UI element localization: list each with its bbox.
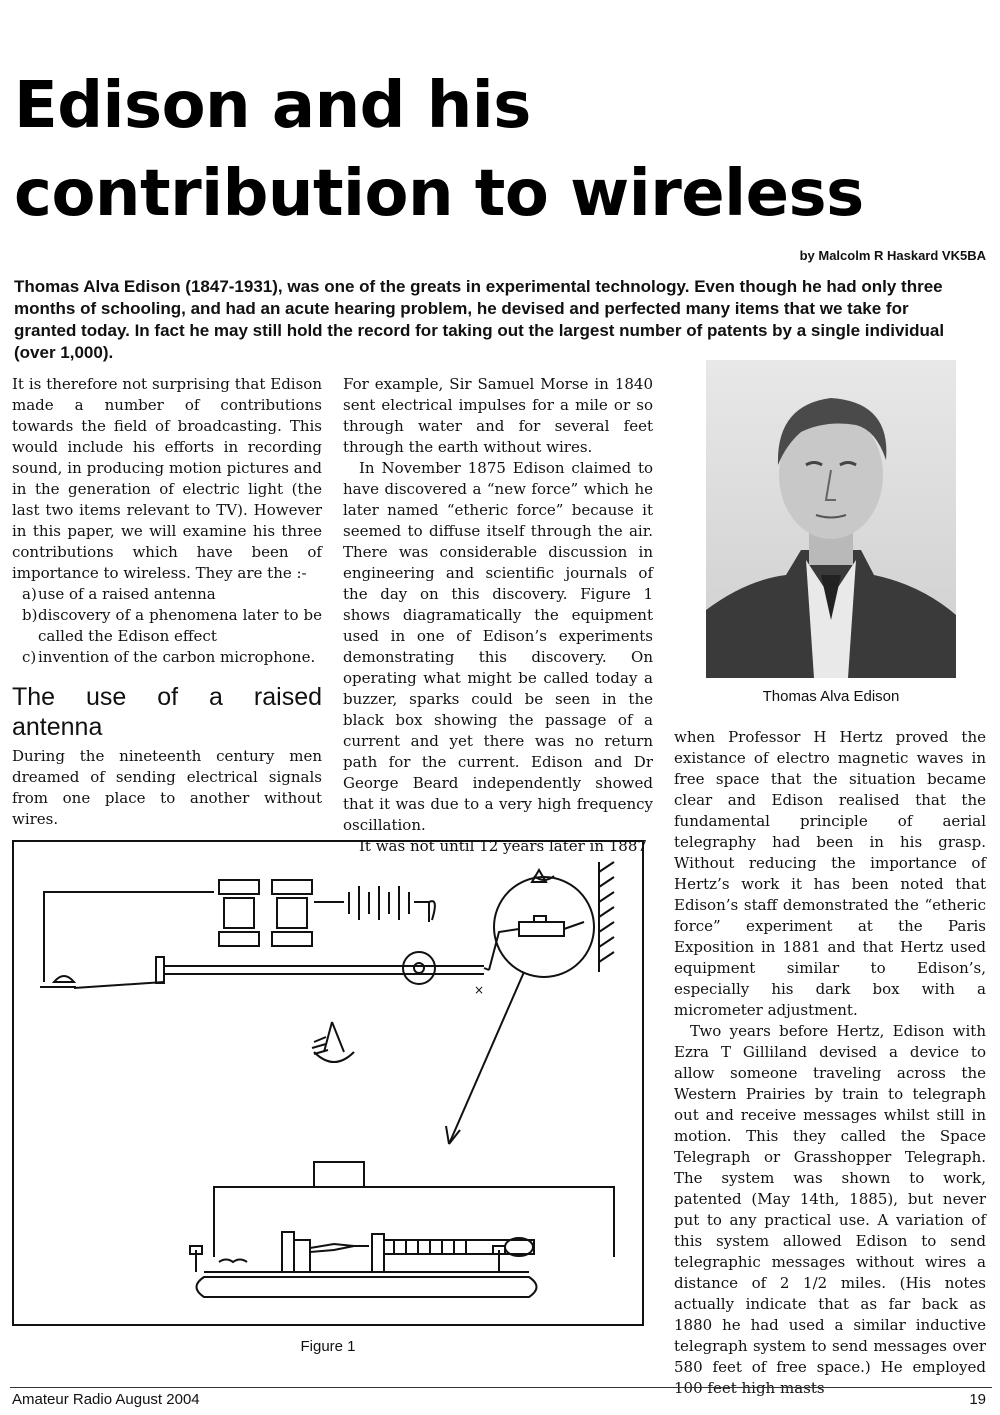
column-1 bbox=[12, 374, 322, 830]
list-item bbox=[12, 647, 322, 668]
figure-1-diagram bbox=[12, 840, 644, 1326]
list-marker: b) bbox=[22, 606, 38, 624]
figure-caption: Figure 1 bbox=[300, 1338, 356, 1355]
list-text: use of a raised antenna bbox=[38, 585, 216, 603]
photo-caption: Thomas Alva Edison bbox=[762, 688, 900, 705]
footer-divider bbox=[10, 1387, 992, 1388]
list-text: invention of the carbon microphone. bbox=[38, 648, 316, 666]
intro-paragraph: Thomas Alva Edison (1847-1931), was one of the greats in experimental technology. Even though he had only three months of schooling, and had an acute hearing problem, he devised and perfected many items that we take for granted today. In fact he may still hold the record for taking out the largest number of patents by a single individual (over 1,000). bbox=[14, 277, 945, 362]
edison-portrait-photo bbox=[706, 360, 956, 678]
list-marker: c) bbox=[22, 648, 37, 666]
footer-publication: Amateur Radio August 2004 bbox=[12, 1391, 200, 1408]
col1-paragraph-2: During the nineteenth century men dreamed of sending electrical signals from one place to another without wires. bbox=[12, 747, 322, 828]
col1-paragraph-1: It is therefore not surprising that Edison made a number of contributions towards the field of broadcasting. This would include his efforts in recording sound, in producing motion pictures and in the generation of electric light (the last two items relevant to TV). However in this paper, we will examine his three contributions which have been of importance to wireless. They are the :- bbox=[12, 375, 322, 582]
byline: by Malcolm R Haskard VK5BA bbox=[799, 248, 986, 263]
page-number: 19 bbox=[969, 1391, 986, 1408]
col3-paragraph-2: Two years before Hertz, Edison with Ezra T Gilliland devised a device to allow someone traveling across the Western Prairies by train to telegraph out and receive messages whilst still in motion. This they called the Space Telegraph or Grasshopper Telegraph. The system was shown to work, patented (May 14th, 1885), but never put to any practical use. A variation of this system allowed Edison to send telegraphic messages without wires a distance of 2 1/2 miles. (His notes actually indicate that as far back as 1880 he had used a similar inductive telegraph system to send messages over 580 feet of free space.) He employed 100 feet high masts bbox=[674, 1022, 986, 1397]
figure-cross-mark: × bbox=[474, 983, 485, 997]
contributions-list bbox=[12, 584, 322, 668]
column-3 bbox=[674, 727, 986, 1399]
list-item bbox=[12, 605, 322, 647]
list-item bbox=[12, 584, 322, 605]
col3-paragraph-1: when Professor H Hertz proved the existance of electro magnetic waves in free space that the situation became clear and Edison realised that the fundamental principle of aerial telegraphy had been in his grasp. Without reducing the importance of Hertz’s work it has been noted that Edison’s staff demonstrated the “etheric force” experiment at the Paris Exposition in 1881 and that Hertz used equipment similar to Edison’s, especially his dark box with a micrometer adjustment. bbox=[674, 728, 986, 1019]
list-text: discovery of a phenomena later to be called the Edison effect bbox=[38, 606, 322, 645]
col2-paragraph-1: For example, Sir Samuel Morse in 1840 sent electrical impulses for a mile or so through water and for several feet through the earth without wires. bbox=[343, 375, 653, 456]
article-title: Edison and his contribution to wireless bbox=[14, 69, 864, 231]
col2-paragraph-3: It was not until 12 years later in 1887 bbox=[359, 837, 647, 855]
column-2 bbox=[343, 374, 653, 857]
list-marker: a) bbox=[22, 585, 37, 603]
section-heading: The use of a raised antenna bbox=[12, 683, 322, 741]
col2-paragraph-2: In November 1875 Edison claimed to have discovered a “new force” which he later named “etheric force” because it seemed to diffuse itself through the air. There was considerable discussion in engineering and scientific journals of the day on this discovery. Figure 1 shows diagramatically the equipment used in one of Edison’s experiments demonstrating this discovery. On operating what might be called today a buzzer, sparks could be seen in the black box showing the passage of a current and yet there was no return path for the current. Edison and Dr George Beard independently showed that it was due to a very high frequency oscillation. bbox=[343, 459, 653, 834]
